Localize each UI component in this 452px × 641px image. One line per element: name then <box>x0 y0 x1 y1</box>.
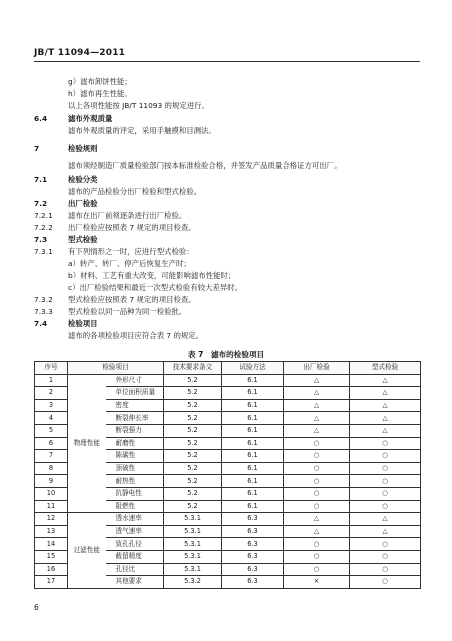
section-title: 出厂检验 <box>68 199 98 208</box>
section-number: 7.3 <box>34 235 48 244</box>
section-number: 7.4 <box>34 319 48 328</box>
cell-factory: △ <box>284 399 350 412</box>
section-number: 7.3.2 <box>34 295 53 304</box>
cell-clause: 5.3.1 <box>164 563 222 576</box>
section-text: 出厂检验应按照表 7 规定的项目检查。 <box>68 223 196 232</box>
section-number: 6.4 <box>34 114 48 123</box>
cell-item: 阻燃性 <box>106 500 164 513</box>
cell-method: 6.1 <box>222 424 284 437</box>
section-text: 滤布的产品检验分出厂检验和型式检验。 <box>68 187 202 196</box>
cell-method: 6.1 <box>222 475 284 488</box>
cell-type: ○ <box>350 462 421 475</box>
cell-clause: 5.2 <box>164 450 222 463</box>
cell-method: 6.3 <box>222 525 284 538</box>
cell-item: 抗静电性 <box>106 487 164 500</box>
cell-type: ○ <box>350 538 421 551</box>
section-text: 滤布外观质量的评定，采用手触摸和目测法。 <box>68 126 216 135</box>
cell-factory: × <box>284 576 350 589</box>
section-number: 7.2 <box>34 199 48 208</box>
cell-no: 10 <box>35 487 68 500</box>
header-rule <box>34 61 420 62</box>
body-line-h: h）滤布再生性能。 <box>68 89 132 98</box>
cell-factory: △ <box>284 513 350 526</box>
cell-clause: 5.3.1 <box>164 550 222 563</box>
cell-clause: 5.2 <box>164 399 222 412</box>
cell-type: ○ <box>350 450 421 463</box>
cell-type: △ <box>350 412 421 425</box>
cell-type: △ <box>350 525 421 538</box>
cell-group-physical: 物理性能 <box>68 374 106 513</box>
cell-factory: △ <box>284 412 350 425</box>
cell-item: 透水速率 <box>106 513 164 526</box>
section-title: 型式检验 <box>68 235 98 244</box>
body-line-ref: 以上各项性能按 JB/T 11093 的规定进行。 <box>68 101 209 110</box>
cell-clause: 5.2 <box>164 500 222 513</box>
cell-no: 16 <box>35 563 68 576</box>
table-row <box>35 374 421 387</box>
section-text: 滤布在出厂前须逐条进行出厂检验。 <box>68 211 187 220</box>
cell-clause: 5.2 <box>164 437 222 450</box>
section-number: 7 <box>34 144 40 153</box>
cell-factory: △ <box>284 387 350 400</box>
cell-method: 6.3 <box>222 563 284 576</box>
cell-type: ○ <box>350 563 421 576</box>
cell-no: 4 <box>35 412 68 425</box>
section-number: 7.2.2 <box>34 223 53 232</box>
cell-type: ○ <box>350 487 421 500</box>
section-number: 7.2.1 <box>34 211 53 220</box>
section-text: 型式检验以同一品种为同一检验批。 <box>68 307 187 316</box>
cell-no: 14 <box>35 538 68 551</box>
cell-clause: 5.2 <box>164 487 222 500</box>
cell-type: △ <box>350 387 421 400</box>
cell-factory: ○ <box>284 462 350 475</box>
section-title: 检验分类 <box>68 175 98 184</box>
cell-no: 1 <box>35 374 68 387</box>
body-line-g: g）滤布卸饼性能； <box>68 77 132 86</box>
header-method: 试验方法 <box>222 362 284 375</box>
cell-no: 12 <box>35 513 68 526</box>
cell-clause: 5.2 <box>164 374 222 387</box>
list-item: c）出厂检验结果和最近一次型式检验有较大差异时。 <box>68 283 243 292</box>
cell-no: 11 <box>35 500 68 513</box>
cell-item: 顶破性 <box>106 462 164 475</box>
cell-clause: 5.2 <box>164 475 222 488</box>
cell-type: ○ <box>350 475 421 488</box>
section-number: 7.3.1 <box>34 247 53 256</box>
list-item: b）材料、工艺有重大改变，可能影响滤布性能时； <box>68 271 236 280</box>
cell-method: 6.1 <box>222 450 284 463</box>
cell-no: 9 <box>35 475 68 488</box>
table-row <box>35 513 421 526</box>
header-item: 检验项目 <box>68 362 164 375</box>
cell-no: 5 <box>35 424 68 437</box>
cell-method: 6.1 <box>222 462 284 475</box>
section-title: 滤布外观质量 <box>68 114 113 123</box>
cell-type: ○ <box>350 576 421 589</box>
section-text: 滤布的各项检验项目应符合表 7 的规定。 <box>68 331 204 340</box>
cell-no: 17 <box>35 576 68 589</box>
cell-clause: 5.3.2 <box>164 576 222 589</box>
section-number: 7.3.3 <box>34 307 53 316</box>
cell-type: ○ <box>350 500 421 513</box>
section-number: 7.1 <box>34 175 48 184</box>
header-clause: 技术要求条文 <box>164 362 222 375</box>
cell-factory: ○ <box>284 475 350 488</box>
section-title: 检验项目 <box>68 319 98 328</box>
page-number: 6 <box>34 603 39 612</box>
cell-factory: △ <box>284 424 350 437</box>
cell-clause: 5.2 <box>164 387 222 400</box>
section-text: 有下列情形之一时，应进行型式检验： <box>68 247 194 256</box>
cell-factory: ○ <box>284 550 350 563</box>
cell-method: 6.1 <box>222 437 284 450</box>
inspection-items-table <box>34 361 421 589</box>
cell-method: 6.1 <box>222 412 284 425</box>
table-body <box>35 374 421 588</box>
cell-clause: 5.2 <box>164 412 222 425</box>
cell-item: 耐磨性 <box>106 437 164 450</box>
cell-factory: ○ <box>284 538 350 551</box>
cell-clause: 5.3.1 <box>164 538 222 551</box>
cell-item: 耐热性 <box>106 475 164 488</box>
table-header-row <box>35 362 421 375</box>
cell-method: 6.3 <box>222 513 284 526</box>
cell-type: ○ <box>350 437 421 450</box>
cell-type: △ <box>350 424 421 437</box>
cell-item: 密度 <box>106 399 164 412</box>
cell-group-filter: 过滤性能 <box>68 513 106 589</box>
cell-method: 6.1 <box>222 399 284 412</box>
cell-factory: △ <box>284 374 350 387</box>
cell-item: 其他要求 <box>106 576 164 589</box>
cell-type: △ <box>350 513 421 526</box>
cell-clause: 5.2 <box>164 424 222 437</box>
cell-item: 孔径比 <box>106 563 164 576</box>
cell-item: 单位面积质量 <box>106 387 164 400</box>
table-caption: 表 7 滤布的检验项目 <box>187 350 265 359</box>
cell-factory: ○ <box>284 450 350 463</box>
cell-method: 6.3 <box>222 538 284 551</box>
cell-method: 6.3 <box>222 576 284 589</box>
section-title: 检验规则 <box>68 144 98 153</box>
cell-type: △ <box>350 399 421 412</box>
cell-method: 6.1 <box>222 387 284 400</box>
cell-no: 13 <box>35 525 68 538</box>
cell-item: 断裂伸长率 <box>106 412 164 425</box>
header-type: 型式检验 <box>350 362 421 375</box>
header-no: 序号 <box>35 362 68 375</box>
cell-item: 透气速率 <box>106 525 164 538</box>
list-item: a）转产、转厂、停产后恢复生产时； <box>68 259 191 268</box>
document-code: JB/T 11094—2011 <box>34 48 126 58</box>
section-text: 型式检验应按照表 7 规定的项目检查。 <box>68 295 196 304</box>
cell-item: 致孔孔径 <box>106 538 164 551</box>
cell-clause: 5.2 <box>164 462 222 475</box>
cell-factory: ○ <box>284 500 350 513</box>
cell-no: 3 <box>35 399 68 412</box>
cell-clause: 5.3.1 <box>164 513 222 526</box>
cell-no: 15 <box>35 550 68 563</box>
section-text: 滤布须经制造厂质量检验部门按本标准检验合格，并签发产品质量合格证方可出厂。 <box>68 161 342 170</box>
cell-clause: 5.3.1 <box>164 525 222 538</box>
cell-method: 6.3 <box>222 550 284 563</box>
cell-item: 陈碳性 <box>106 450 164 463</box>
cell-factory: ○ <box>284 437 350 450</box>
cell-no: 8 <box>35 462 68 475</box>
cell-no: 2 <box>35 387 68 400</box>
cell-item: 外形尺寸 <box>106 374 164 387</box>
cell-no: 7 <box>35 450 68 463</box>
cell-item: 断裂强力 <box>106 424 164 437</box>
cell-type: ○ <box>350 550 421 563</box>
cell-factory: ○ <box>284 487 350 500</box>
cell-method: 6.1 <box>222 487 284 500</box>
cell-item: 截留精度 <box>106 550 164 563</box>
cell-method: 6.1 <box>222 500 284 513</box>
cell-method: 6.1 <box>222 374 284 387</box>
header-factory: 出厂检验 <box>284 362 350 375</box>
cell-factory: ○ <box>284 563 350 576</box>
cell-no: 6 <box>35 437 68 450</box>
cell-type: △ <box>350 374 421 387</box>
cell-factory: △ <box>284 525 350 538</box>
